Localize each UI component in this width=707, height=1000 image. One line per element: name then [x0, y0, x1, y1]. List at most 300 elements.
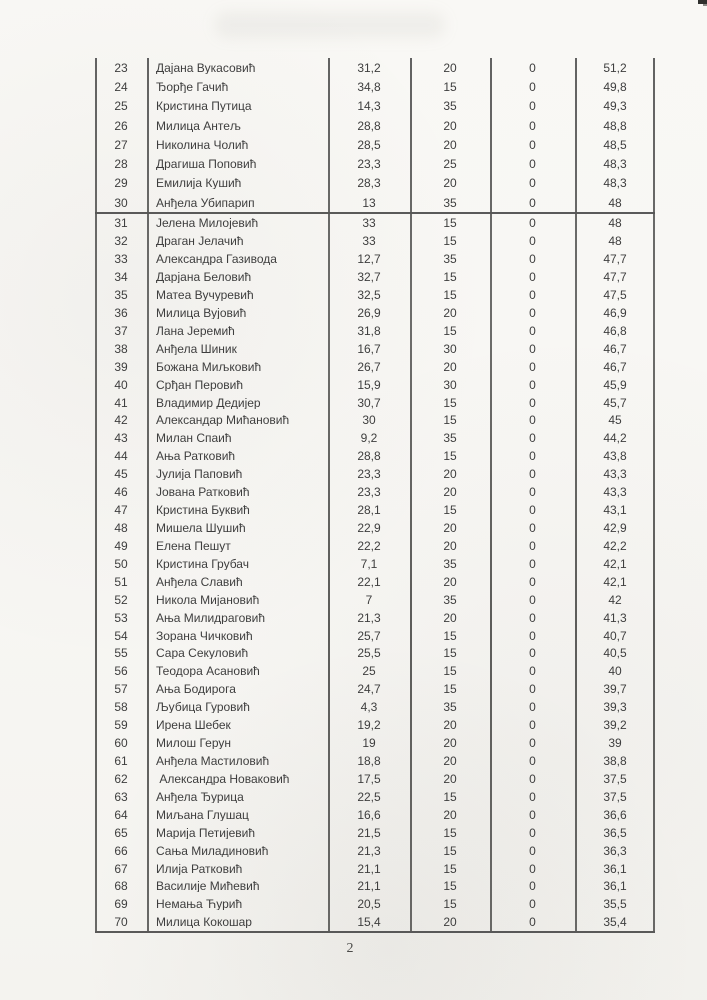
score1-cell: 7,1: [360, 557, 378, 570]
total-cell: 42,2: [603, 539, 627, 552]
table-row: [95, 627, 655, 645]
score1-cell: 28,1: [357, 504, 381, 517]
score3-cell: 0: [529, 306, 536, 319]
page-number: 2: [346, 941, 354, 956]
score1-cell: 30,7: [357, 396, 381, 409]
name-cell: Кристина Грубач: [156, 557, 249, 570]
score3-cell: 0: [529, 253, 536, 266]
score1-cell: 25,5: [357, 647, 381, 660]
scan-artifact-corner-light: [703, 4, 707, 6]
score1-cell: 21,5: [357, 826, 381, 839]
score1-cell: 30: [362, 414, 376, 427]
name-cell: Лана Јеремић: [156, 324, 235, 337]
score2-cell: 20: [443, 772, 457, 785]
rank-name-divider: [147, 58, 149, 931]
name-cell: Ирена Шебек: [156, 719, 231, 732]
name-cell: Анђела Ђурица: [156, 790, 244, 803]
score3-cell: 0: [529, 539, 536, 552]
rank-cell: 70: [114, 916, 128, 929]
table-row: [95, 824, 655, 842]
table-section-rows-23-30: [95, 58, 655, 212]
table-row: [95, 394, 655, 412]
score2-cell: 35: [443, 593, 457, 606]
total-cell: 36,1: [603, 880, 627, 893]
score3-cell: 0: [529, 665, 536, 678]
score2-cell: 20: [443, 486, 457, 499]
score3-cell: 0: [529, 522, 536, 534]
total-cell: 45,7: [603, 396, 627, 409]
rank-cell: 40: [114, 378, 128, 391]
score3-cell: 0: [529, 217, 536, 230]
name-cell: Александра Новаковић: [156, 772, 290, 785]
rank-cell: 44: [114, 450, 128, 463]
score3-cell: 0: [529, 737, 536, 750]
score1-cell: 12,7: [357, 253, 381, 266]
name-cell: Миљана Глушац: [156, 808, 249, 821]
table-right-border: [653, 58, 655, 931]
total-cell: 35,5: [603, 898, 627, 911]
rank-cell: 26: [114, 119, 128, 132]
rank-cell: 49: [114, 539, 128, 552]
table-row: [95, 645, 655, 663]
score2-cell: 15: [443, 235, 457, 248]
table-row: [95, 519, 655, 537]
name-cell: Милица Антељ: [156, 119, 241, 132]
rank-cell: 37: [114, 324, 128, 337]
name-cell: Анђела Славић: [156, 575, 243, 588]
rank-cell: 23: [114, 61, 128, 74]
score2-cell: 20: [443, 916, 457, 929]
rank-cell: 33: [114, 253, 128, 266]
score3-cell: 0: [529, 862, 536, 875]
score2-cell: 15: [443, 396, 457, 409]
table-row: [95, 698, 655, 716]
score2-cell: 20: [443, 575, 457, 588]
name-cell: Марија Петијевић: [156, 826, 256, 839]
rank-cell: 31: [114, 217, 128, 230]
score1-cell: 13: [362, 196, 376, 209]
table-section-rows-31-70: [95, 212, 655, 931]
score1-cell: 28,5: [357, 138, 381, 151]
name-cell: Елена Пешут: [156, 539, 231, 552]
score1-cell: 25: [362, 665, 376, 678]
score1-cell: 21,3: [357, 844, 381, 857]
total-cell: 39,3: [603, 701, 627, 714]
total-cell: 49,8: [603, 80, 627, 93]
total-cell: 40,7: [603, 629, 627, 642]
total-cell: 42,1: [603, 575, 627, 588]
rank-cell: 27: [114, 138, 128, 151]
score2-cell: 15: [443, 647, 457, 660]
score3-cell: 0: [529, 289, 536, 302]
rank-cell: 69: [114, 898, 128, 911]
name-cell: Кристина Путица: [156, 100, 252, 113]
total-cell: 47,5: [603, 289, 627, 302]
score3-cell: 0: [529, 61, 536, 74]
rank-cell: 25: [114, 100, 128, 113]
table-row: [95, 716, 655, 734]
score2-cell: 15: [443, 504, 457, 517]
score2-cell: 15: [443, 414, 457, 427]
score1-cell: 31,8: [357, 324, 381, 337]
rank-cell: 54: [114, 629, 128, 642]
score2-cell: 20: [443, 119, 457, 132]
score1-cell: 22,1: [357, 575, 381, 588]
rank-cell: 50: [114, 557, 128, 570]
total-cell: 45,9: [603, 378, 627, 391]
score2-cell: 20: [443, 177, 457, 190]
name-cell: Николина Чолић: [156, 138, 249, 151]
rank-cell: 39: [114, 360, 128, 373]
name-cell: Милица Кокошар: [156, 916, 252, 929]
score3-cell: 0: [529, 235, 536, 248]
score3-cell: 0: [529, 177, 536, 190]
table-left-border: [95, 58, 97, 931]
score3-cell: 0: [529, 916, 536, 929]
score1-cell: 25,7: [357, 629, 381, 642]
total-cell: 43,8: [603, 450, 627, 463]
name-cell: Мишела Шушић: [156, 522, 246, 534]
rank-cell: 60: [114, 737, 128, 750]
score2-cell: 35: [443, 557, 457, 570]
table-row: [95, 752, 655, 770]
score1-cell: 19,2: [357, 719, 381, 732]
score3-cell: 0: [529, 611, 536, 624]
score3-cell: 0: [529, 629, 536, 642]
rank-cell: 42: [114, 414, 128, 427]
score2-cell: 15: [443, 862, 457, 875]
score2-cell: 15: [443, 683, 457, 696]
score3-cell: 0: [529, 378, 536, 391]
score2-cell: 25: [443, 158, 457, 171]
rank-cell: 61: [114, 754, 128, 767]
rank-cell: 64: [114, 808, 128, 821]
score1-cell: 32,7: [357, 271, 381, 284]
score3-cell: 0: [529, 790, 536, 803]
score1-cell: 15,9: [357, 378, 381, 391]
total-cell: 51,2: [603, 61, 627, 74]
rank-cell: 28: [114, 158, 128, 171]
table-row: [95, 877, 655, 895]
score3-cell: 0: [529, 432, 536, 445]
total-cell: 46,9: [603, 306, 627, 319]
total-cell: 46,8: [603, 324, 627, 337]
table-row: [95, 913, 655, 931]
score1-cell: 24,7: [357, 683, 381, 696]
score1-cell: 14,3: [357, 100, 381, 113]
score2-cell: 20: [443, 611, 457, 624]
rank-cell: 51: [114, 575, 128, 588]
score2-cell: 20: [443, 754, 457, 767]
score2-cell: 15: [443, 898, 457, 911]
score3-cell: 0: [529, 414, 536, 427]
table-row: [95, 268, 655, 286]
total-cell: 45: [608, 414, 622, 427]
rank-cell: 32: [114, 235, 128, 248]
table-row: [95, 304, 655, 322]
rank-cell: 38: [114, 342, 128, 355]
score2-cell: 15: [443, 450, 457, 463]
table-row: [95, 358, 655, 376]
score1-cell: 33: [362, 235, 376, 248]
table-row: [95, 842, 655, 860]
name-cell: Василије Мићевић: [156, 880, 260, 893]
name-score1-divider: [328, 58, 330, 931]
total-cell: 46,7: [603, 360, 627, 373]
table-row: [95, 788, 655, 806]
table-row: [95, 860, 655, 878]
rank-cell: 59: [114, 719, 128, 732]
score3-cell: 0: [529, 196, 536, 209]
score1-cell: 18,8: [357, 754, 381, 767]
rank-cell: 34: [114, 271, 128, 284]
score3-cell: 0: [529, 271, 536, 284]
score2-cell: 20: [443, 360, 457, 373]
score2-cell: 15: [443, 844, 457, 857]
total-cell: 42,1: [603, 557, 627, 570]
total-cell: 36,6: [603, 808, 627, 821]
total-cell: 39,2: [603, 719, 627, 732]
name-cell: Теодора Асановић: [156, 665, 260, 678]
total-cell: 37,5: [603, 772, 627, 785]
name-cell: Срђан Перовић: [156, 378, 244, 391]
total-cell: 43,1: [603, 504, 627, 517]
total-cell: 48: [608, 217, 622, 230]
score2-cell: 20: [443, 719, 457, 732]
name-cell: Јулија Паповић: [156, 468, 243, 481]
total-cell: 48,3: [603, 177, 627, 190]
table-row: [95, 806, 655, 824]
total-cell: 36,5: [603, 826, 627, 839]
table-row: [95, 609, 655, 627]
score3-cell: 0: [529, 342, 536, 355]
score3-cell: 0: [529, 898, 536, 911]
rank-cell: 68: [114, 880, 128, 893]
name-cell: Матеа Вучуревић: [156, 289, 254, 302]
score2-cell: 15: [443, 80, 457, 93]
rank-cell: 24: [114, 80, 128, 93]
score1-cell: 26,9: [357, 306, 381, 319]
table-row: [95, 770, 655, 788]
score1-cell: 34,8: [357, 80, 381, 93]
rank-cell: 47: [114, 504, 128, 517]
score1-cell: 33: [362, 217, 376, 230]
total-cell: 46,7: [603, 342, 627, 355]
rank-cell: 46: [114, 486, 128, 499]
score2-cell: 35: [443, 253, 457, 266]
rank-cell: 67: [114, 862, 128, 875]
total-cell: 48,5: [603, 138, 627, 151]
score3-total-divider: [575, 58, 577, 931]
table-row: [95, 465, 655, 483]
score3-cell: 0: [529, 396, 536, 409]
table-row: [95, 429, 655, 447]
score3-cell: 0: [529, 360, 536, 373]
rank-cell: 35: [114, 289, 128, 302]
score2-cell: 35: [443, 432, 457, 445]
name-cell: Владимир Дедијер: [156, 396, 261, 409]
score3-cell: 0: [529, 557, 536, 570]
score1-cell: 15,4: [357, 916, 381, 929]
table-row: [95, 483, 655, 501]
table-row: [95, 174, 655, 193]
name-cell: Драган Јелачић: [156, 235, 244, 248]
score1-cell: 28,3: [357, 177, 381, 190]
name-cell: Ања Бодирога: [156, 683, 236, 696]
name-cell: Александар Мићановић: [156, 414, 290, 427]
rank-cell: 29: [114, 177, 128, 190]
score3-cell: 0: [529, 683, 536, 696]
score3-cell: 0: [529, 593, 536, 606]
score1-cell: 23,3: [357, 468, 381, 481]
score2-cell: 20: [443, 468, 457, 481]
score1-score2-divider: [410, 58, 412, 931]
score3-cell: 0: [529, 138, 536, 151]
total-cell: 37,5: [603, 790, 627, 803]
total-cell: 39: [608, 737, 622, 750]
rank-cell: 36: [114, 306, 128, 319]
score2-cell: 15: [443, 665, 457, 678]
table-row: [95, 537, 655, 555]
table-row: [95, 77, 655, 96]
score3-cell: 0: [529, 80, 536, 93]
score2-cell: 20: [443, 522, 457, 534]
total-cell: 49,3: [603, 100, 627, 113]
rank-cell: 57: [114, 683, 128, 696]
table-row: [95, 555, 655, 573]
rank-cell: 52: [114, 593, 128, 606]
name-cell: Јована Ратковић: [156, 486, 250, 499]
score3-cell: 0: [529, 119, 536, 132]
score3-cell: 0: [529, 754, 536, 767]
table-row: [95, 734, 655, 752]
score3-cell: 0: [529, 701, 536, 714]
score2-cell: 20: [443, 737, 457, 750]
name-cell: Ђорђе Гачић: [156, 80, 229, 93]
name-cell: Милош Герун: [156, 737, 232, 750]
name-cell: Дарјана Беловић: [156, 271, 252, 284]
score3-cell: 0: [529, 772, 536, 785]
score2-score3-divider: [490, 58, 492, 931]
table-row: [95, 680, 655, 698]
name-cell: Анђела Мастиловић: [156, 754, 270, 767]
score1-cell: 20,5: [357, 898, 381, 911]
score1-cell: 23,3: [357, 158, 381, 171]
name-cell: Кристина Буквић: [156, 504, 250, 517]
table-row: [95, 573, 655, 591]
score1-cell: 23,3: [357, 486, 381, 499]
total-cell: 48,8: [603, 119, 627, 132]
name-cell: Немања Ћурић: [156, 898, 243, 911]
total-cell: 47,7: [603, 253, 627, 266]
name-cell: Дајана Вукасовић: [156, 61, 256, 74]
rank-cell: 55: [114, 647, 128, 660]
rank-cell: 48: [114, 522, 128, 534]
score2-cell: 15: [443, 217, 457, 230]
table-row: [95, 376, 655, 394]
score1-cell: 22,9: [357, 522, 381, 534]
score3-cell: 0: [529, 468, 536, 481]
score1-cell: 22,2: [357, 539, 381, 552]
name-cell: Никола Мијановић: [156, 593, 260, 606]
table-row: [95, 501, 655, 519]
score2-cell: 15: [443, 271, 457, 284]
score1-cell: 16,6: [357, 808, 381, 821]
score3-cell: 0: [529, 844, 536, 857]
score2-cell: 20: [443, 306, 457, 319]
score2-cell: 35: [443, 196, 457, 209]
score1-cell: 28,8: [357, 450, 381, 463]
score2-cell: 30: [443, 378, 457, 391]
score2-cell: 20: [443, 61, 457, 74]
score3-cell: 0: [529, 100, 536, 113]
total-cell: 39,7: [603, 683, 627, 696]
score2-cell: 35: [443, 100, 457, 113]
score3-cell: 0: [529, 575, 536, 588]
score1-cell: 21,1: [357, 880, 381, 893]
score1-cell: 22,5: [357, 790, 381, 803]
total-cell: 48: [608, 235, 622, 248]
table-row: [95, 116, 655, 135]
name-cell: Сара Секуловић: [156, 647, 249, 660]
name-cell: Сања Миладиновић: [156, 844, 269, 857]
table-row: [95, 214, 655, 232]
table-row: [95, 286, 655, 304]
name-cell: Анђела Убипарип: [156, 196, 255, 209]
rank-cell: 41: [114, 396, 128, 409]
rank-cell: 58: [114, 701, 128, 714]
rank-cell: 63: [114, 790, 128, 803]
total-cell: 43,3: [603, 486, 627, 499]
score1-cell: 21,3: [357, 611, 381, 624]
score3-cell: 0: [529, 826, 536, 839]
score3-cell: 0: [529, 808, 536, 821]
score3-cell: 0: [529, 486, 536, 499]
score3-cell: 0: [529, 158, 536, 171]
table-row: [95, 895, 655, 913]
score3-cell: 0: [529, 647, 536, 660]
rank-cell: 65: [114, 826, 128, 839]
score3-cell: 0: [529, 719, 536, 732]
rank-cell: 53: [114, 611, 128, 624]
rank-cell: 66: [114, 844, 128, 857]
score2-cell: 30: [443, 342, 457, 355]
total-cell: 47,7: [603, 271, 627, 284]
total-cell: 43,3: [603, 468, 627, 481]
total-cell: 42,9: [603, 522, 627, 534]
score2-cell: 35: [443, 701, 457, 714]
name-cell: Драгиша Поповић: [156, 158, 257, 171]
name-cell: Љубица Гуровић: [156, 701, 250, 714]
table-row: [95, 412, 655, 430]
score2-cell: 15: [443, 289, 457, 302]
total-cell: 40: [608, 665, 622, 678]
score1-cell: 19: [362, 737, 376, 750]
score2-cell: 15: [443, 324, 457, 337]
total-cell: 44,2: [603, 432, 627, 445]
score1-cell: 9,2: [360, 432, 378, 445]
total-cell: 48: [608, 196, 622, 209]
name-cell: Емилија Кушић: [156, 177, 242, 190]
name-cell: Ања Милидраговић: [156, 611, 266, 624]
score1-cell: 4,3: [360, 701, 378, 714]
score3-cell: 0: [529, 880, 536, 893]
name-cell: Анђела Шиник: [156, 342, 237, 355]
rank-cell: 45: [114, 468, 128, 481]
name-cell: Александра Газивода: [156, 253, 277, 266]
table-row: [95, 58, 655, 77]
rank-cell: 56: [114, 665, 128, 678]
